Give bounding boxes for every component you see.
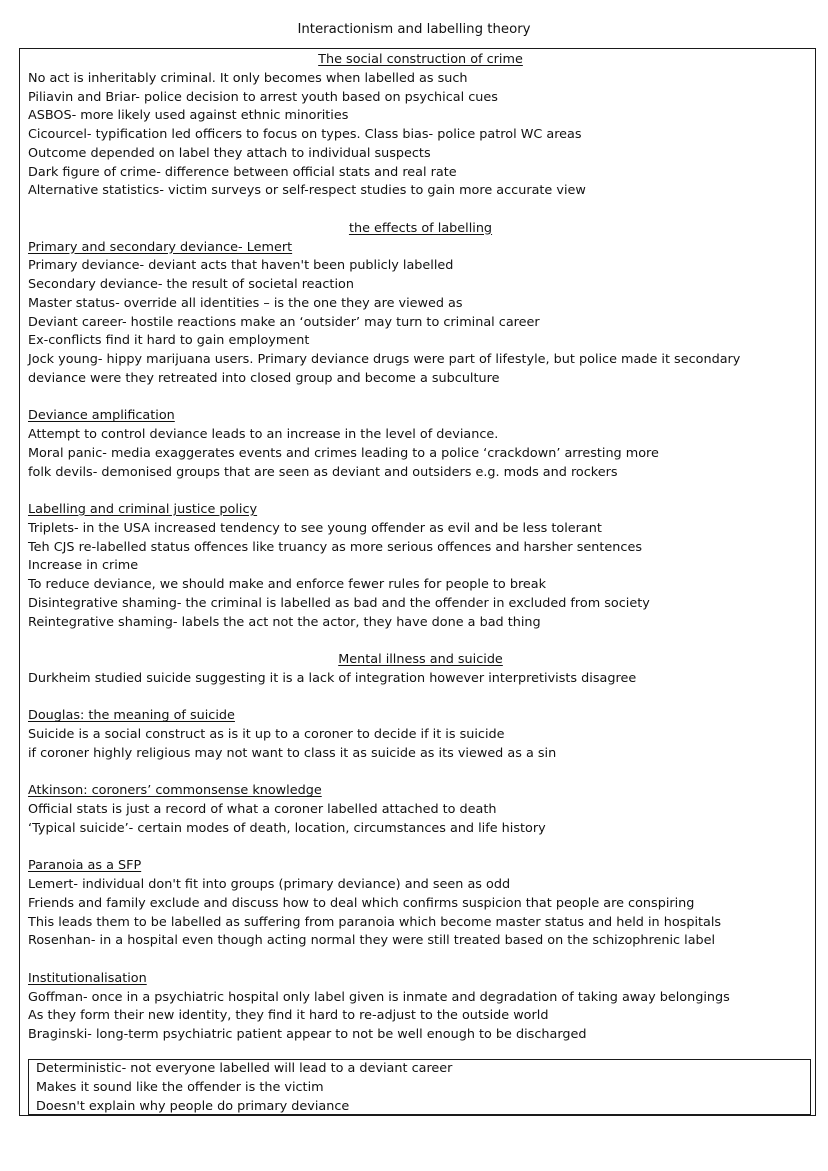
subheading-atkinson: Atkinson: coroners’ commonsense knowledge <box>28 783 322 799</box>
note-line: Braginski- long-term psychiatric patient appear to not be well enough to be discharged <box>28 1027 587 1042</box>
note-line: Lemert- individual don't fit into groups (primary deviance) and seen as odd <box>28 877 511 892</box>
note-line: Cicourcel- typification led officers to focus on types. Class bias- police patrol WC areas <box>28 127 582 142</box>
note-line: No act is inheritably criminal. It only becomes when labelled as such <box>28 70 468 86</box>
heading-effects-of-labelling: the effects of labelling <box>348 220 493 236</box>
note-line: Rosenhan- in a hospital even though acting normal they were still treated based on the schizophrenic label <box>28 933 716 949</box>
notes-box <box>19 48 816 1116</box>
note-line: Secondary deviance- the result of societal reaction <box>28 277 354 292</box>
note-line: Jock young- hippy marijuana users. Primary deviance drugs were part of lifestyle, but police made it secondary <box>28 352 741 367</box>
note-line: Increase in crime <box>28 558 139 574</box>
note-line: Alternative statistics- victim surveys or self-respect studies to gain more accurate view <box>28 183 586 199</box>
subheading-douglas: Douglas: the meaning of suicide <box>28 708 235 724</box>
subheading-primary-secondary: Primary and secondary deviance- Lemert <box>28 239 293 255</box>
subheading-justice-policy: Labelling and criminal justice policy <box>28 502 258 517</box>
note-line: ‘Typical suicide’- certain modes of death, location, circumstances and life history <box>28 820 546 836</box>
notes-content <box>28 51 813 1045</box>
note-line: deviance were they retreated into closed group and become a subculture <box>28 370 500 386</box>
note-line: Master status- override all identities – is the one they are viewed as <box>28 295 463 311</box>
note-line: Ex-conflicts find it hard to gain employment <box>28 333 310 349</box>
evaluation-line: Makes it sound like the offender is the victim <box>36 1079 324 1095</box>
note-line: ASBOS- more likely used against ethnic minorities <box>28 108 349 124</box>
note-line: if coroner highly religious may not want to class it as suicide as its viewed as a sin <box>28 745 557 761</box>
note-line: Primary deviance- deviant acts that haven't been publicly labelled <box>28 258 454 274</box>
note-line: Triplets- in the USA increased tendency to see young offender as evil and be less tolerant <box>28 520 602 536</box>
heading-mental-illness: Mental illness and suicide <box>338 652 503 667</box>
note-line: Goffman- once in a psychiatric hospital only label given is inmate and degradation of taking away belongings <box>28 989 730 1005</box>
note-line: Disintegrative shaming- the criminal is labelled as bad and the offender in excluded from society <box>28 595 650 611</box>
note-line: Durkheim studied suicide suggesting it is a lack of integration however interpretivists disagree <box>28 670 637 686</box>
note-line: As they form their new identity, they find it hard to re-adjust to the outside world <box>28 1008 549 1024</box>
note-line: Suicide is a social construct as is it up to a coroner to decide if it is suicide <box>28 727 505 742</box>
note-line: Friends and family exclude and discuss how to deal which confirms suspicion that people are conspiring <box>28 895 695 911</box>
note-line: Deviant career- hostile reactions make an ‘outsider’ may turn to criminal career <box>28 314 540 330</box>
note-line: Attempt to control deviance leads to an increase in the level of deviance. <box>28 427 499 442</box>
note-line: Outcome depended on label they attach to individual suspects <box>28 145 431 161</box>
page-title: Interactionism and labelling theory <box>297 22 531 37</box>
note-line: This leads them to be labelled as suffering from paranoia which become master status and held in hospitals <box>28 914 722 930</box>
evaluation-box <box>28 1059 811 1115</box>
note-line: Reintegrative shaming- labels the act not the actor, they have done a bad thing <box>28 614 541 630</box>
evaluation-line: Deterministic- not everyone labelled will lead to a deviant career <box>36 1061 453 1076</box>
note-line: Moral panic- media exaggerates events and crimes leading to a police ‘crackdown’ arresting more <box>28 445 659 461</box>
note-line: Official stats is just a record of what a coroner labelled attached to death <box>28 802 497 817</box>
note-line: folk devils- demonised groups that are seen as deviant and outsiders e.g. mods and rockers <box>28 464 618 480</box>
subheading-paranoia: Paranoia as a SFP <box>28 858 142 874</box>
note-line: To reduce deviance, we should make and enforce fewer rules for people to break <box>28 577 547 592</box>
note-line: Dark figure of crime- difference between official stats and real rate <box>28 164 457 180</box>
note-line: Teh CJS re-labelled status offences like truancy as more serious offences and harsher sentences <box>28 539 642 555</box>
subheading-institutionalisation: Institutionalisation <box>28 970 147 986</box>
evaluation-line: Doesn't explain why people do primary deviance <box>36 1098 350 1114</box>
subheading-deviance-amplification: Deviance amplification <box>28 408 175 424</box>
heading-social-construction: The social construction of crime <box>318 52 523 67</box>
note-line: Piliavin and Briar- police decision to arrest youth based on psychical cues <box>28 89 498 105</box>
